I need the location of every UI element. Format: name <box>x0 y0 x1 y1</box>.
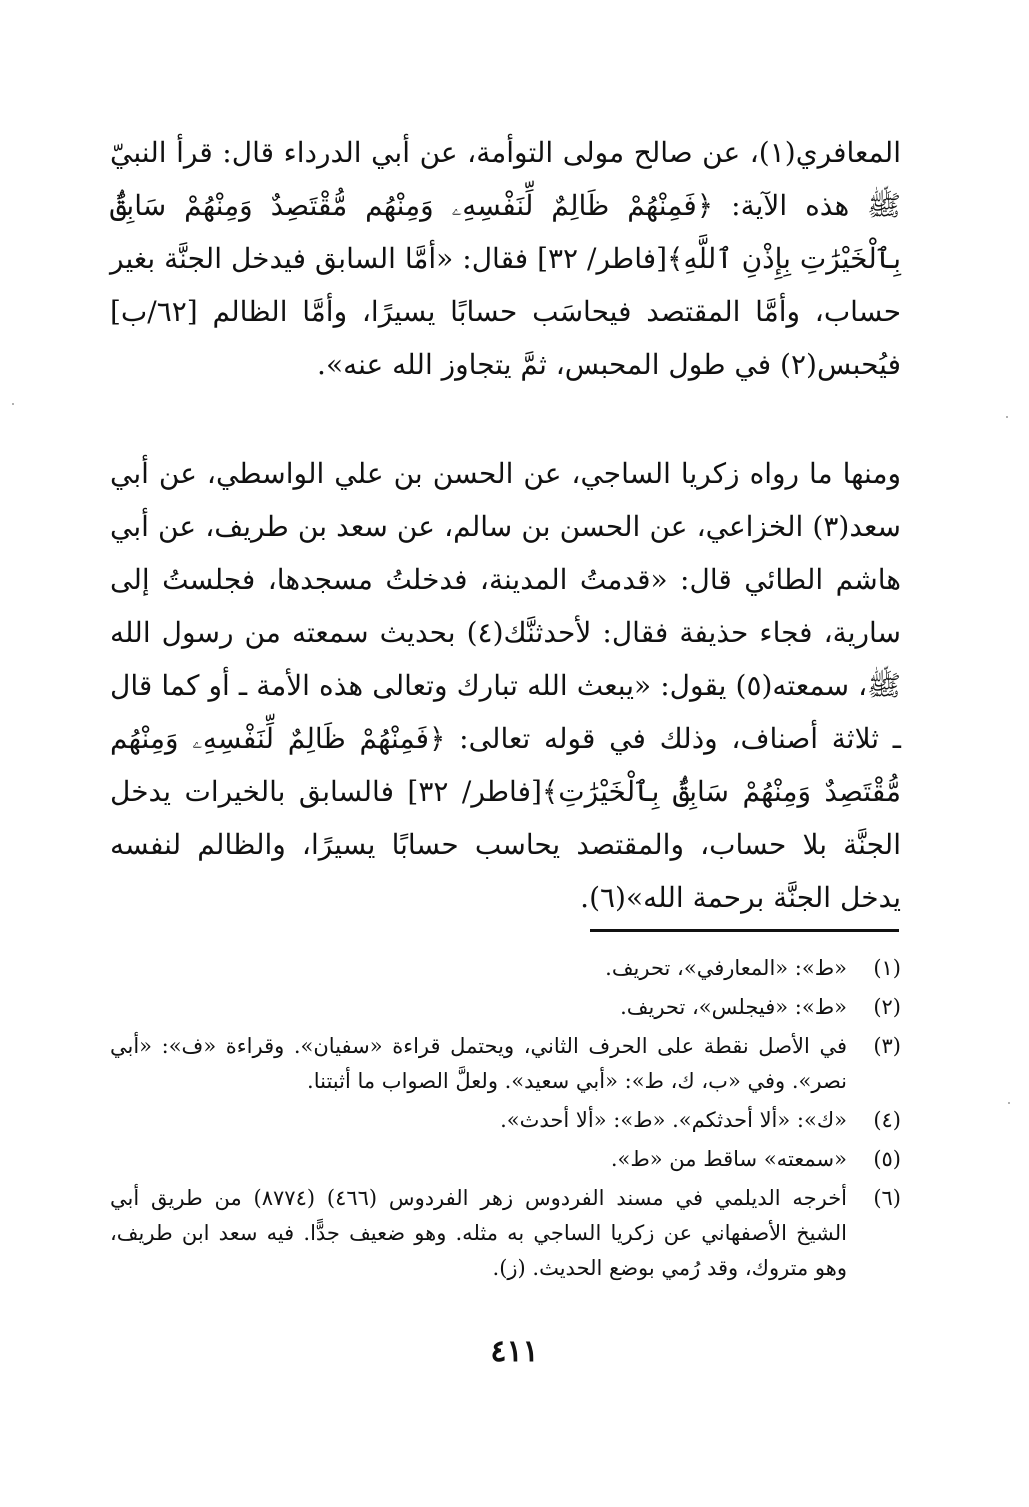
footnote-text: في الأصل نقطة على الحرف الثاني، ويحتمل قراءة «سفيان». وقراءة «ف»: «أبي نصر». وفي «ب، ك، ط»: «أبي سعيد». ولعلَّ الصواب ما أثبتنا. <box>110 1034 847 1093</box>
footnote-3 <box>110 1029 901 1099</box>
footnote-6 <box>110 1181 901 1286</box>
footnotes-list <box>110 951 901 1290</box>
scan-speck <box>1006 416 1008 418</box>
footnote-number: (١) <box>873 956 901 980</box>
footnote-2 <box>110 990 901 1025</box>
footnote-number: (٢) <box>873 995 901 1019</box>
footnote-1 <box>110 951 901 986</box>
footnote-5 <box>110 1142 901 1177</box>
footnote-text: «ط»: «فيجلس»، تحريف. <box>620 995 847 1019</box>
footnote-separator <box>590 929 899 932</box>
footnote-text: «سمعته» ساقط من «ط». <box>610 1147 847 1171</box>
page-number: ٤١١ <box>490 1334 539 1369</box>
footnote-text: أخرجه الديلمي في مسند الفردوس زهر الفردوس (٤٦٦) (٨٧٧٤) من طريق أبي الشيخ الأصفهاني عن زكريا الساجي به مثله. وهو ضعيف جدًّا. فيه سعد ابن طريف، وهو متروك، وقد رُمي بوضع الحديث. (ز). <box>110 1186 848 1280</box>
scan-speck <box>1008 1102 1010 1104</box>
footnote-text: «ك»: «ألا أحدثكم». «ط»: «ألا أحدث». <box>500 1108 847 1132</box>
footnote-number: (٣) <box>873 1034 901 1058</box>
footnote-number: (٤) <box>873 1108 901 1132</box>
paragraph-2: ومنها ما رواه زكريا الساجي، عن الحسن بن علي الواسطي، عن أبي سعد(٣) الخزاعي، عن الحسن بن سالم، عن سعد بن طريف، عن أبي هاشم الطائي قال: «قدمتُ المدينة، فدخلتُ مسجدها، فجلستُ إلى سارية، فجاء حذيفة فقال: لأحدثنَّك(٤) بحديث سمعته من رسول الله ﷺ، سمعته(٥) يقول: «يبعث الله تبارك وتعالى هذه الأمة ـ أو كما قال ـ ثلاثة أصناف، وذلك في قوله تعالى: ﴿فَمِنْهُمْ ظَالِمٌ لِّنَفْسِهِۦ وَمِنْهُم مُّقْتَصِدٌ وَمِنْهُمْ سَابِقٌۢ بِٱلْخَيْرَٰتِ﴾[فاطر/ ٣٢] فالسابق بالخيرات يدخل الجنَّة بلا حساب، والمقتصد يحاسب حسابًا يسيرًا، والظالم لنفسه يدخل الجنَّة برحمة الله»(٦). <box>110 457 902 914</box>
footnote-number: (٥) <box>873 1147 901 1171</box>
footnote-4 <box>110 1103 901 1138</box>
paragraph-1: المعافري(١)، عن صالح مولى التوأمة، عن أبي الدرداء قال: قرأ النبيّ ﷺ هذه الآية: ﴿فَمِنْهُمْ ظَالِمٌ لِّنَفْسِهِۦ وَمِنْهُم مُّقْتَصِدٌ وَمِنْهُمْ سَابِقٌۢ بِٱلْخَيْرَٰتِ بِإِذْنِ ٱللَّهِ﴾[فاطر/ ٣٢] فقال: «أمَّا السابق فيدخل الجنَّة بغير حساب، وأمَّا المقتصد فيحاسَب حسابًا يسيرًا، وأمَّا الظالم [٦٢/ب] فيُحبس(٢) في طول المحبس، ثمَّ يتجاوز الله عنه». <box>110 136 901 381</box>
footnote-number: (٦) <box>873 1186 901 1210</box>
scan-speck <box>12 403 14 405</box>
footnote-text: «ط»: «المعارفي»، تحريف. <box>605 956 847 980</box>
